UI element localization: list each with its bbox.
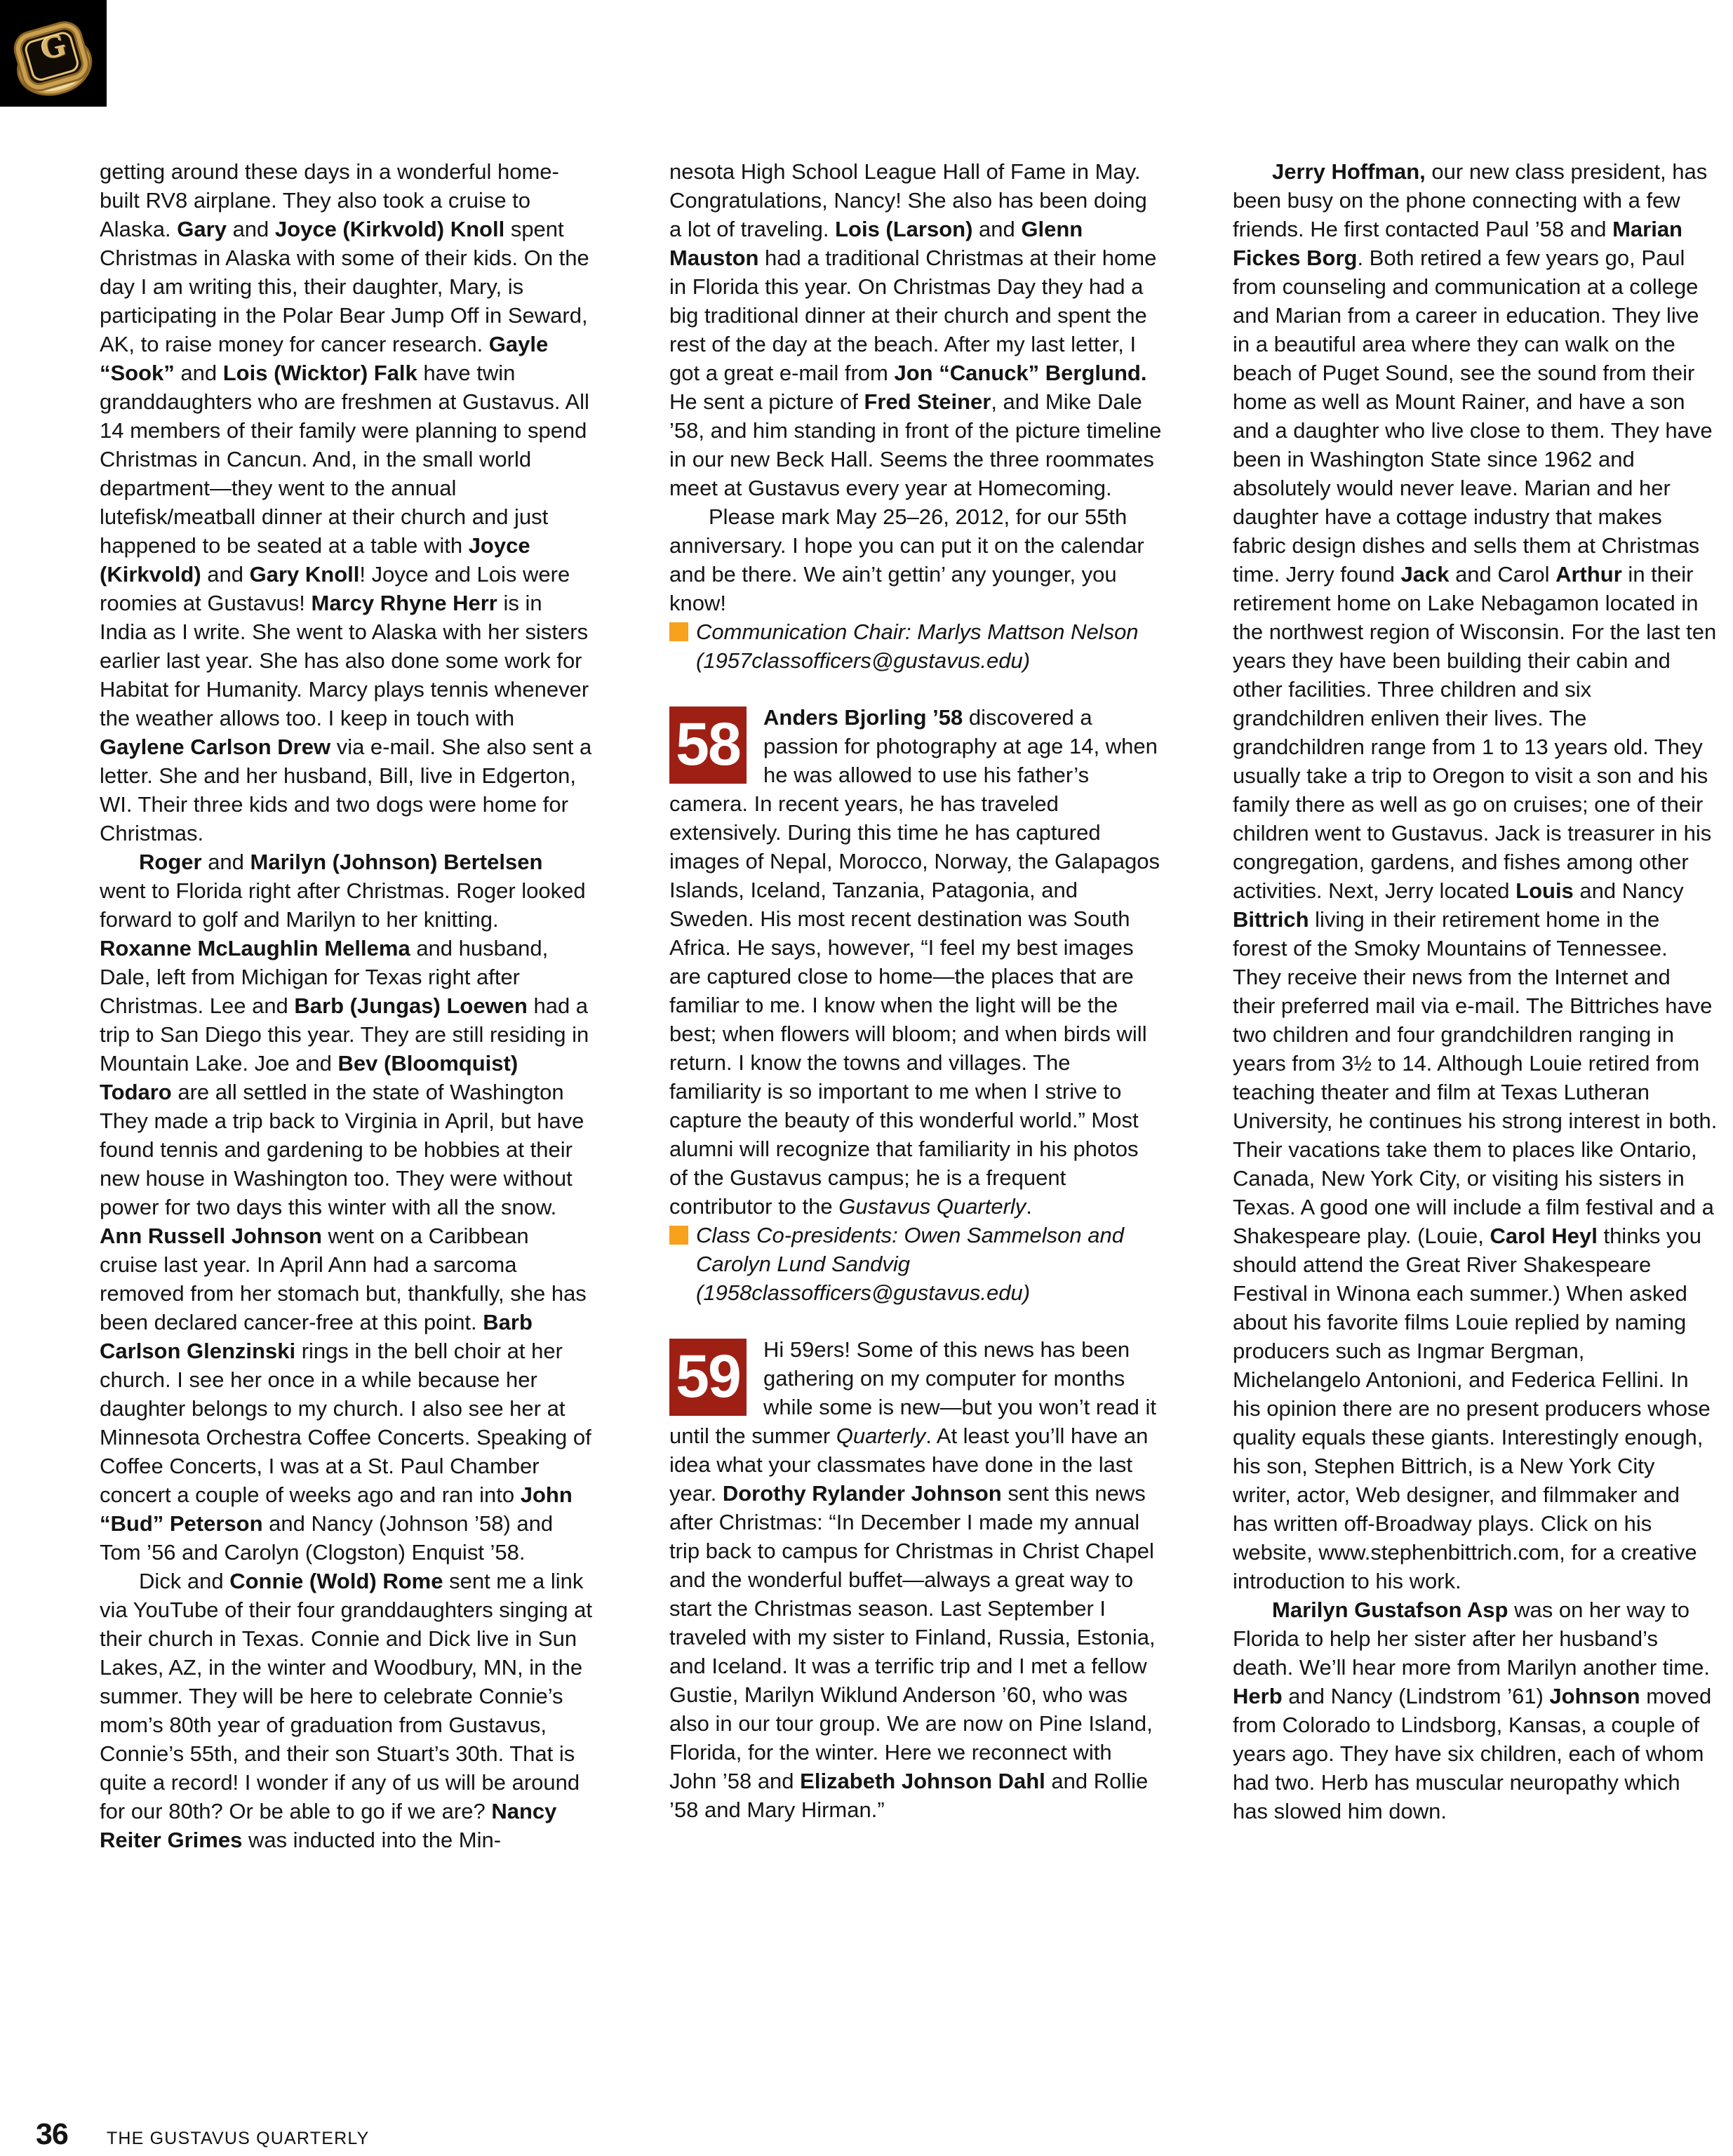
- bullet-square-icon: [669, 1226, 688, 1245]
- column-2: [669, 157, 1162, 1824]
- text-segment: sent me a link via YouTube of their four granddaughters singing at their church in Texas. Connie and Dick live in Sun Lakes, AZ, in the winter and Woodbury, MN, in the summer. They will be here to celebrate Connie’s mom’s 80th year of graduation from Gustavus, Connie’s 55th, and their son Stuart’s 30th. That is quite a record! I wonder if any of us will be around for our 80th? Or be able to go if we are?: [100, 1569, 593, 1823]
- text-segment: Bittrich: [1233, 907, 1309, 932]
- text-segment: .: [1026, 1194, 1032, 1219]
- text-segment: was inducted into the Min-: [242, 1828, 502, 1852]
- text-segment: and husband, Dale, left from Michigan for Texas right after Christmas. Lee and: [100, 936, 549, 1018]
- text-segment: Lois (Wicktor) Falk: [222, 361, 417, 385]
- text-segment: Glenn Mauston: [669, 217, 1083, 270]
- text-segment: Please mark May 25–26, 2012, for our 55th anniversary. I hope you can put it on the calendar and be there. We ain’t gettin’ any younger, you know!: [669, 504, 1144, 615]
- text-segment: Ann Russell Johnson: [100, 1224, 322, 1248]
- text-segment: Fred Steiner: [864, 389, 991, 414]
- paragraph: [669, 157, 1162, 502]
- text-segment: in their retirement home on Lake Nebagamon located in the northwest region of Wisconsin. For the last ten years they have been building their cabin and other facilities. Three children and six grandchildren enliven their lives. The grandchildren range from 1 to 13 years old. They usually take a trip to Oregon to visit a son and his family there as well as go on cruises; one of their children went to Gustavus. Jack is treasurer in his congregation, gardens, and fishes among other activities. Next, Jerry located: [1233, 562, 1717, 903]
- class-year-badge-59: 59: [669, 1339, 747, 1416]
- text-segment: had a trip to San Diego this year. They are still residing in Mountain Lake. Joe and: [100, 993, 589, 1076]
- text-segment: and Carol: [1449, 562, 1556, 587]
- page-footer: [36, 2117, 369, 2152]
- text-segment: Marian Fickes Borg: [1233, 217, 1682, 270]
- class-note-58: [669, 703, 1162, 1221]
- text-segment: have twin granddaughters who are freshmen at Gustavus. All 14 members of their family were planning to spend Christmas in Cancun. And, in the small world department—they went to the annual lutefisk/meatball dinner at their church and just happened to be seated at a table with: [100, 361, 589, 558]
- paragraph: [100, 848, 592, 1567]
- text-segment: rings in the bell choir at her church. I see her once in a while because her daughter belongs to my church. I also see her at Minnesota Orchestra Coffee Concerts. Speaking of Coffee Concerts, I was at a St. Paul Chamber concert a couple of weeks ago and ran into: [100, 1339, 591, 1507]
- page-number: 36: [36, 2117, 68, 2151]
- text-segment: Arthur: [1555, 562, 1622, 587]
- text-segment: and: [226, 217, 275, 241]
- text-segment: Jerry Hoffman,: [1272, 159, 1426, 184]
- text-segment: and Rollie ’58 and Mary Hirman.”: [669, 1769, 1149, 1822]
- text-segment: Class Co-presidents: Owen Sammelson and Carolyn Lund Sandvig (1958classofficers@gustavus.edu): [696, 1223, 1124, 1305]
- paragraph: [100, 1567, 592, 1854]
- paragraph: [1233, 157, 1718, 1595]
- text-segment: Jack: [1400, 562, 1450, 587]
- paragraph: [669, 502, 1162, 617]
- text-segment: Dick and: [139, 1569, 230, 1593]
- text-segment: Roger: [139, 850, 202, 874]
- text-segment: had a traditional Christmas at their home in Florida this year. On Christmas Day they had a big traditional dinner at their church and spent the rest of the day at the beach. After my last letter, I got a great e-mail from: [669, 246, 1157, 385]
- bullet-square-icon: [669, 622, 688, 641]
- text-segment: was on her way to Florida to help her sister after her husband’s death. We’ll hear more from Marilyn another time.: [1233, 1598, 1710, 1680]
- publication-name: THE GUSTAVUS QUARTERLY: [106, 2129, 370, 2148]
- text-segment: getting around these days in a wonderful home-built RV8 airplane. They also took a cruise to Alaska.: [100, 159, 559, 241]
- text-segment: thinks you should attend the Great River Shakespeare Festival in Winona each summer.) When asked about his favorite films Louie replied by naming producers such as Ingmar Bergman, Michelangelo Antonioni, and Federica Fellini. In his opinion there are no present producers whose quality equals these giants. Interestingly enough, his son, Stephen Bittrich, is a New York City writer, actor, Web designer, and filmmaker and has written off-Broadway plays. Click on his website, www.stephenbittrich.com, for a creative introduction to his work.: [1233, 1224, 1711, 1593]
- text-segment: nesota High School League Hall of Fame in May. Congratulations, Nancy! She also has been doing a lot of traveling.: [669, 159, 1147, 241]
- text-segment: Gustavus Quarterly: [838, 1194, 1026, 1219]
- text-segment: Quarterly: [836, 1424, 926, 1448]
- text-segment: ! Joyce and Lois were roomies at Gustavus!: [100, 562, 570, 615]
- text-segment: Bev (Bloomquist) Todaro: [100, 1051, 518, 1104]
- text-segment: and Nancy (Lindstrom ’61): [1282, 1684, 1550, 1708]
- text-segment: . At least you’ll have an idea what your classmates have done in the last year.: [669, 1424, 1149, 1506]
- class-note-59: [669, 1335, 1162, 1824]
- text-segment: Johnson: [1549, 1684, 1640, 1708]
- text-segment: He sent a picture of: [669, 389, 864, 414]
- text-segment: moved from Colorado to Lindsborg, Kansas, a couple of years ago. They have six children, each of whom had two. Herb has muscular neuropathy which has slowed him down.: [1233, 1684, 1712, 1823]
- text-segment: Herb: [1233, 1684, 1283, 1708]
- text-segment: and Nancy (Johnson ’58) and Tom ’56 and Carolyn (Clogston) Enquist ’58.: [100, 1511, 554, 1565]
- text-segment: Nancy Reiter Grimes: [100, 1799, 557, 1852]
- text-segment: discovered a passion for photography at age 14, when he was allowed to use his father’s camera. In recent years, he has traveled extensively. During this time he has captured images of Nepal, Morocco, Norway, the Galapagos Islands, Iceland, Tanzania, Patagonia, and Sweden. His most recent destination was South Africa. He says, however, “I feel my best images are captured close to home—the places that are familiar to me. I know when the light will be the best; when flowers will bloom; and when birds will return. I know the towns and villages. The familiarity is so important to me when I strive to capture the beauty of this wonderful world.” Most alumni will recognize that familiarity in his photos of the Gustavus campus; he is a frequent contributor to the: [669, 705, 1160, 1219]
- column-1: [100, 157, 592, 1854]
- text-segment: sent this news after Christmas: “In December I made my annual trip back to campus for Christmas in Christ Chapel and the wonderful buffet—always a great way to start the Christmas season. Last September I traveled with my sister to Finland, Russia, Estonia, and Iceland. It was a terrific trip and I met a fellow Gustie, Marilyn Wiklund Anderson ’60, who was also in our tour group. We are now on Pine Island, Florida, for the winter. Here we reconnect with John ’58 and: [669, 1481, 1156, 1793]
- text-segment: Louis: [1515, 878, 1574, 903]
- text-segment: Carol Heyl: [1490, 1224, 1598, 1248]
- text-segment: Roxanne McLaughlin Mellema: [100, 936, 410, 960]
- text-segment: Barb Carlson Glenzinski: [100, 1310, 533, 1363]
- text-segment: went to Florida right after Christmas. Roger looked forward to golf and Marilyn to her knitting.: [100, 878, 586, 932]
- class-year-badge-58: 58: [669, 707, 747, 784]
- text-segment: living in their retirement home in the forest of the Smoky Mountains of Tennessee. They receive their news from the Internet and their preferred mail via e-mail. The Bittriches have two children and four grandchildren ranging in years from 3½ to 14. Although Louie retired from teaching theater and film at Texas Lutheran University, he continues his strong interest in both. Their vacations take them to places like Ontario, Canada, New York City, or visiting his sisters in Texas. A good one will include a film festival and a Shakespeare play. (Louie,: [1233, 907, 1718, 1248]
- text-segment: Joyce (Kirkvold): [100, 533, 530, 587]
- text-segment: and: [174, 361, 223, 385]
- text-segment: via e-mail. She also sent a letter. She and her husband, Bill, live in Edgerton, WI. Their three kids and two dogs were home for Christmas.: [100, 735, 592, 845]
- text-segment: spent Christmas in Alaska with some of their kids. On the day I am writing this, their daughter, Mary, is participating in the Polar Bear Jump Off in Seward, AK, to raise money for cancer research.: [100, 217, 589, 356]
- text-segment: , and Mike Dale ’58, and him standing in front of the picture timeline in our new Beck Hall. Seems the three roommates meet at Gustavus every year at Homecoming.: [669, 389, 1162, 500]
- text-segment: Joyce (Kirkvold) Knoll: [274, 217, 505, 241]
- text-segment: John “Bud” Peterson: [100, 1482, 573, 1536]
- text-segment: Gary: [177, 217, 227, 241]
- text-segment: Elizabeth Johnson Dahl: [800, 1769, 1045, 1793]
- text-segment: and: [972, 217, 1022, 241]
- class-ring-logo: [0, 0, 107, 107]
- text-segment: Gary Knoll: [249, 562, 360, 587]
- text-segment: Gayle “Sook”: [100, 332, 549, 385]
- text-segment: our new class president, has been busy on the phone connecting with a few friends. He first contacted Paul ’58 and: [1233, 159, 1708, 241]
- paragraph: [100, 157, 592, 848]
- text-segment: Marilyn Gustafson Asp: [1272, 1598, 1508, 1622]
- text-segment: and: [201, 562, 250, 587]
- ring-letter: G: [36, 26, 70, 67]
- text-segment: Connie (Wold) Rome: [229, 1569, 443, 1593]
- class-officer-note: [669, 617, 1162, 675]
- text-segment: Lois (Larson): [835, 217, 973, 241]
- text-segment: Gaylene Carlson Drew: [100, 735, 331, 759]
- column-3: [1233, 157, 1718, 1826]
- text-segment: is in India as I write. She went to Alaska with her sisters earlier last year. She has also done some work for Habitat for Humanity. Marcy plays tennis whenever the weather allows too. I keep in touch with: [100, 591, 589, 730]
- text-segment: . Both retired a few years go, Paul from counseling and communication at a college and Marian from a career in education. They live in a beautiful area where they can walk on the beach of Puget Sound, see the sound from their home as well as Mount Rainer, and have a son and a daughter who live close to them. They have been in Washington State since 1962 and absolutely would never leave. Marian and her daughter have a cottage industry that makes fabric design dishes and sells them at Christmas time. Jerry found: [1233, 246, 1713, 587]
- text-segment: Anders Bjorling ’58: [763, 705, 963, 730]
- text-segment: and: [201, 850, 250, 874]
- text-segment: Marcy Rhyne Herr: [311, 591, 497, 615]
- text-segment: Dorothy Rylander Johnson: [722, 1481, 1002, 1506]
- text-segment: Hi 59ers! Some of this news has been gathering on my computer for months while some is new—but you won’t read it until the summer: [669, 1337, 1156, 1448]
- paragraph: [1233, 1595, 1718, 1826]
- text-segment: went on a Caribbean cruise last year. In April Ann had a sarcoma removed from her stomach but, thankfully, she has been declared cancer-free at this point.: [100, 1224, 587, 1334]
- text-segment: Jon “Canuck” Berglund.: [894, 361, 1147, 385]
- text-segment: are all settled in the state of Washington They made a trip back to Virginia in April, but have found tennis and gardening to be hobbies at their new house in Washington too. They were without power for two days this winter with all the snow.: [100, 1080, 584, 1219]
- text-segment: and Nancy: [1573, 878, 1684, 903]
- text-segment: Marilyn (Johnson) Bertelsen: [250, 850, 543, 874]
- text-segment: Communication Chair: Marlys Mattson Nelson (1957classofficers@gustavus.edu): [696, 620, 1139, 673]
- text-segment: Barb (Jungas) Loewen: [294, 993, 528, 1018]
- class-officer-note: [669, 1221, 1162, 1307]
